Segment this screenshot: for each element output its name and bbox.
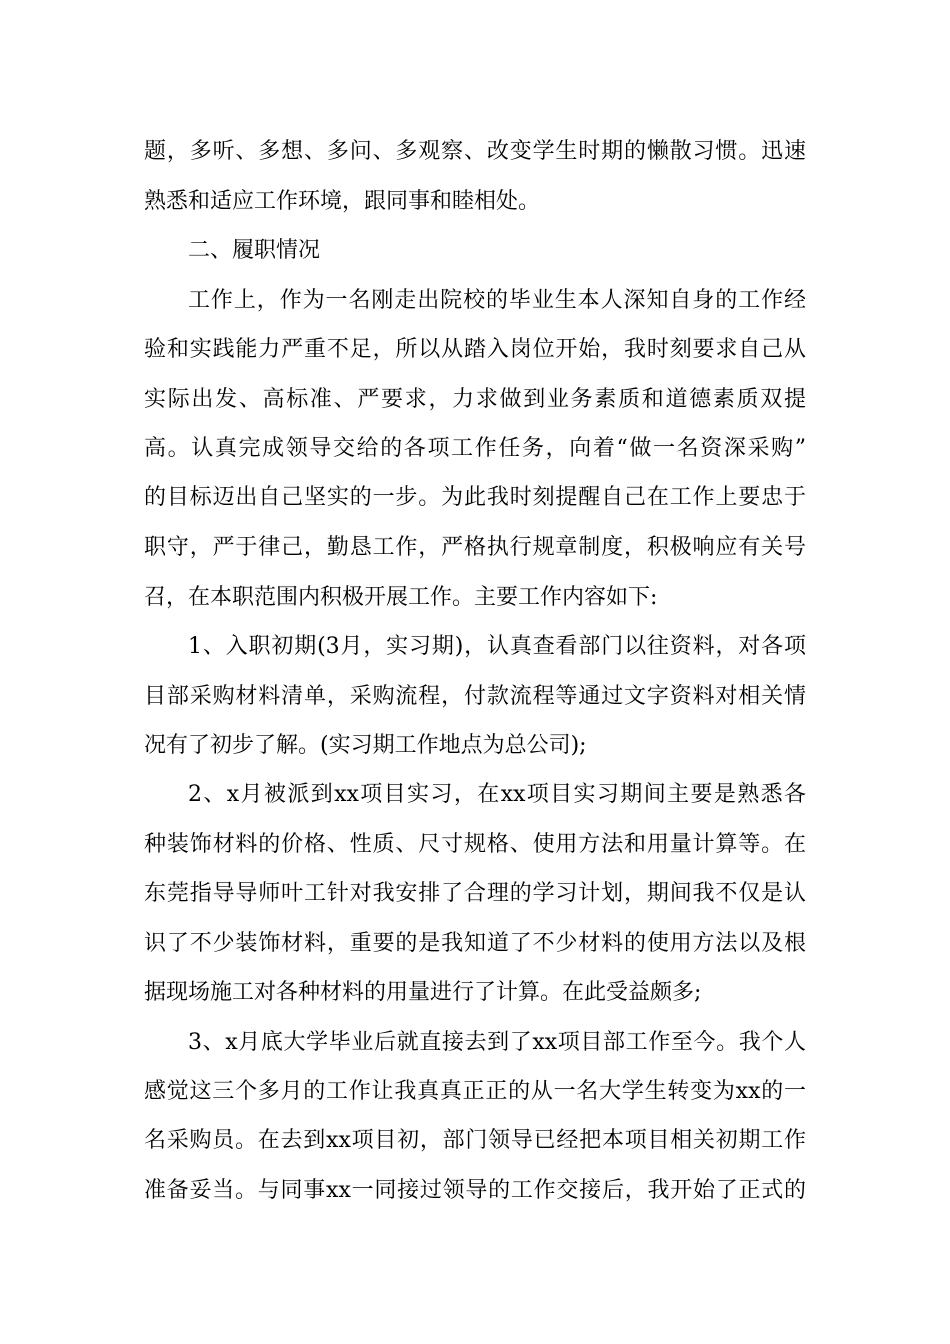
text-line: 名采购员。在去到xx项目初，部门领导已经把本项目相关初期工作: [144, 1128, 806, 1153]
text-line: 熟悉和适应工作环境，跟同事和睦相处。: [144, 189, 541, 214]
text-line: 3、x月底大学毕业后就直接去到了xx项目部工作至今。我个人: [188, 1030, 806, 1055]
text-line: 工作上，作为一名刚走出院校的毕业生本人深知自身的工作经: [188, 288, 806, 313]
text-line: 感觉这三个多月的工作让我真真正正的从一名大学生转变为xx的一: [144, 1079, 806, 1104]
text-line: 题，多听、多想、多问、多观察、改变学生时期的懒散习惯。迅速: [144, 139, 806, 164]
text-line: 的目标迈出自己坚实的一步。为此我时刻提醒自己在工作上要忠于: [144, 485, 806, 510]
text-line: 识了不少装饰材料，重要的是我知道了不少材料的使用方法以及根: [144, 931, 806, 956]
text-line: 职守，严于律己，勤恳工作，严格执行规章制度，积极响应有关号: [144, 535, 806, 560]
section-heading: 二、履职情况: [188, 238, 321, 263]
text-line: 验和实践能力严重不足，所以从踏入岗位开始，我时刻要求自己从: [144, 337, 806, 362]
text-line: 准备妥当。与同事xx一同接过领导的工作交接后，我开始了正式的: [144, 1178, 806, 1203]
text-line: 实际出发、高标准、严要求，力求做到业务素质和道德素质双提: [144, 387, 806, 412]
text-line: 2、x月被派到xx项目实习，在xx项目实习期间主要是熟悉各: [188, 782, 806, 807]
text-line: 目部采购材料清单，采购流程，付款流程等通过文字资料对相关情: [144, 684, 806, 709]
text-line: 召，在本职范围内积极开展工作。主要工作内容如下:: [144, 585, 658, 610]
text-line: 据现场施工对各种材料的用量进行了计算。在此受益颇多;: [144, 980, 702, 1005]
text-line: 高。认真完成领导交给的各项工作任务，向着“做一名资深采购”: [144, 436, 806, 461]
text-line: 况有了初步了解。(实习期工作地点为总公司);: [144, 733, 587, 758]
text-line: 种装饰材料的价格、性质、尺寸规格、使用方法和用量计算等。在: [144, 832, 806, 857]
text-line: 1、入职初期(3月，实习期)，认真查看部门以往资料，对各项: [188, 634, 806, 659]
text-line: 东莞指导导师叶工针对我安排了合理的学习计划，期间我不仅是认: [144, 881, 806, 906]
